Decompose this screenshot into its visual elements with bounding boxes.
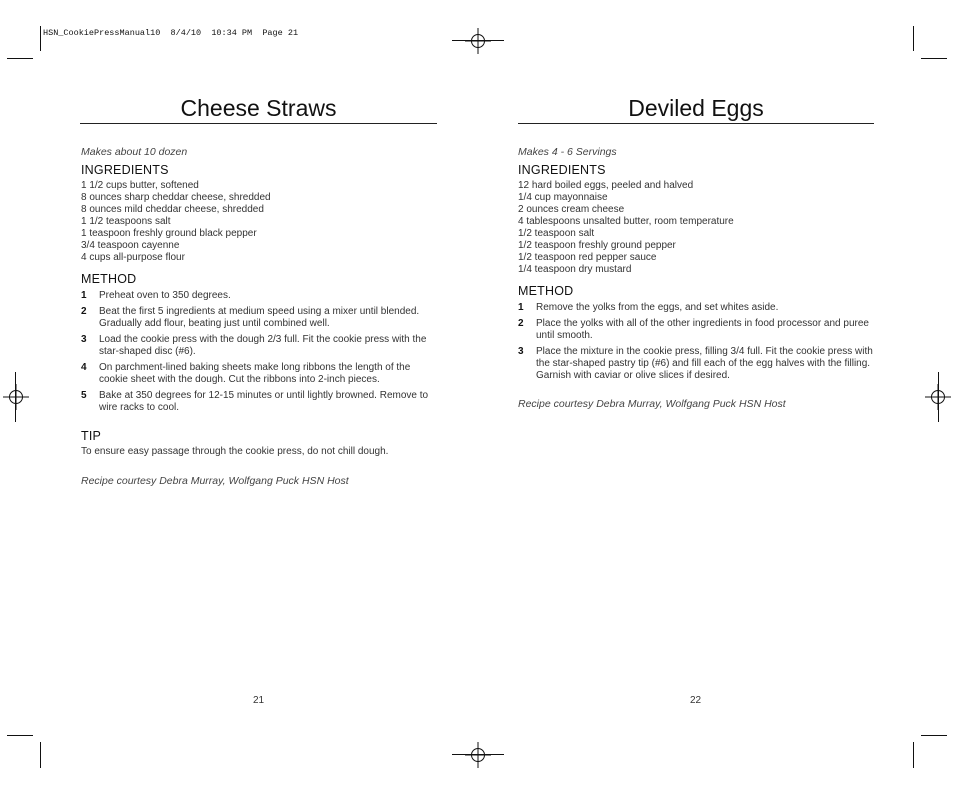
- crop-mark: [40, 742, 41, 768]
- recipe-title: Deviled Eggs: [518, 94, 874, 124]
- step-text: On parchment-lined baking sheets make long ribbons the length of the cookie sheet with the dough. Cut the ribbons into 2-inch pieces.: [99, 362, 411, 385]
- ingredient-item: 2 ounces cream cheese: [518, 204, 625, 215]
- crop-mark: [7, 735, 33, 736]
- ingredient-item: 8 ounces mild cheddar cheese, shredded: [81, 204, 264, 215]
- ingredient-item: 4 cups all-purpose flour: [81, 252, 185, 263]
- page-number: 21: [253, 695, 265, 706]
- method-step: [81, 334, 437, 358]
- step-number: 3: [81, 334, 87, 345]
- method-steps: [81, 290, 437, 414]
- ingredient-item: 1 teaspoon freshly ground black pepper: [81, 228, 257, 239]
- crop-mark: [40, 26, 41, 51]
- recipe-credit: Recipe courtesy Debra Murray, Wolfgang Puck HSN Host: [81, 475, 349, 487]
- step-number: 2: [81, 306, 87, 317]
- crop-mark: [913, 742, 914, 768]
- step-text: Preheat oven to 350 degrees.: [99, 290, 231, 301]
- ingredient-item: 12 hard boiled eggs, peeled and halved: [518, 180, 694, 191]
- ingredient-item: 1/4 cup mayonnaise: [518, 192, 608, 203]
- step-text: Bake at 350 degrees for 12-15 minutes or until lightly browned. Remove to wire racks to cool.: [99, 390, 429, 413]
- ingredient-item: 1 1/2 cups butter, softened: [81, 180, 199, 191]
- method-heading: METHOD: [81, 272, 137, 286]
- method-step: [518, 346, 874, 382]
- registration-mark-icon: [3, 384, 29, 410]
- ingredient-item: 4 tablespoons unsalted butter, room temperature: [518, 216, 734, 227]
- ingredient-item: 1/2 teaspoon salt: [518, 228, 595, 239]
- step-number: 3: [518, 346, 524, 357]
- step-text: Place the mixture in the cookie press, filling 3/4 full. Fit the cookie press with the star-shaped pastry tip (#6) and fill each of the egg halves with the filling. Garnish with caviar or olive slices if desired.: [536, 346, 873, 381]
- ingredients-heading: INGREDIENTS: [518, 163, 606, 177]
- step-number: 5: [81, 390, 87, 401]
- ingredient-item: 3/4 teaspoon cayenne: [81, 240, 180, 251]
- registration-mark-icon: [465, 28, 491, 54]
- step-text: Beat the first 5 ingredients at medium speed using a mixer until blended. Gradually add flour, beating just until combined well.: [99, 306, 420, 329]
- ingredient-item: 1/2 teaspoon red pepper sauce: [518, 252, 657, 263]
- ingredient-item: 1/4 teaspoon dry mustard: [518, 264, 632, 275]
- tip-text: To ensure easy passage through the cookie press, do not chill dough.: [81, 446, 389, 457]
- method-step: [518, 318, 874, 342]
- recipe-yield: Makes about 10 dozen: [81, 146, 188, 158]
- method-step: [81, 306, 437, 330]
- recipe-credit: Recipe courtesy Debra Murray, Wolfgang Puck HSN Host: [518, 398, 786, 410]
- registration-mark-icon: [465, 742, 491, 768]
- crop-mark: [7, 58, 33, 59]
- crop-mark: [921, 735, 947, 736]
- crop-mark: [921, 58, 947, 59]
- tip-heading: TIP: [81, 429, 102, 443]
- ingredients-heading: INGREDIENTS: [81, 163, 169, 177]
- recipe-title: Cheese Straws: [80, 94, 437, 124]
- crop-mark: [913, 26, 914, 51]
- method-steps: [518, 302, 874, 382]
- step-text: Remove the yolks from the eggs, and set whites aside.: [536, 302, 779, 313]
- ingredients-list: [81, 180, 437, 264]
- registration-mark-icon: [925, 384, 951, 410]
- ingredient-item: 1/2 teaspoon freshly ground pepper: [518, 240, 676, 251]
- recipe-page-left: [81, 94, 437, 487]
- step-number: 1: [518, 302, 524, 313]
- method-step: [518, 302, 874, 314]
- page-number: 22: [690, 695, 702, 706]
- step-text: Load the cookie press with the dough 2/3 full. Fit the cookie press with the star-shaped disc (#6).: [99, 334, 427, 357]
- recipe-yield: Makes 4 - 6 Servings: [518, 146, 617, 158]
- ingredient-item: 8 ounces sharp cheddar cheese, shredded: [81, 192, 271, 203]
- method-step: [81, 290, 437, 302]
- step-text: Place the yolks with all of the other ingredients in food processor and puree until smooth.: [536, 318, 869, 341]
- print-slug: HSN_CookiePressManual10 8/4/10 10:34 PM Page 21: [43, 28, 299, 38]
- ingredients-list: [518, 180, 874, 276]
- step-number: 4: [81, 362, 87, 373]
- step-number: 2: [518, 318, 524, 329]
- step-number: 1: [81, 290, 87, 301]
- recipe-page-right: [518, 94, 874, 410]
- method-heading: METHOD: [518, 284, 574, 298]
- method-step: [81, 390, 437, 414]
- ingredient-item: 1 1/2 teaspoons salt: [81, 216, 171, 227]
- method-step: [81, 362, 437, 386]
